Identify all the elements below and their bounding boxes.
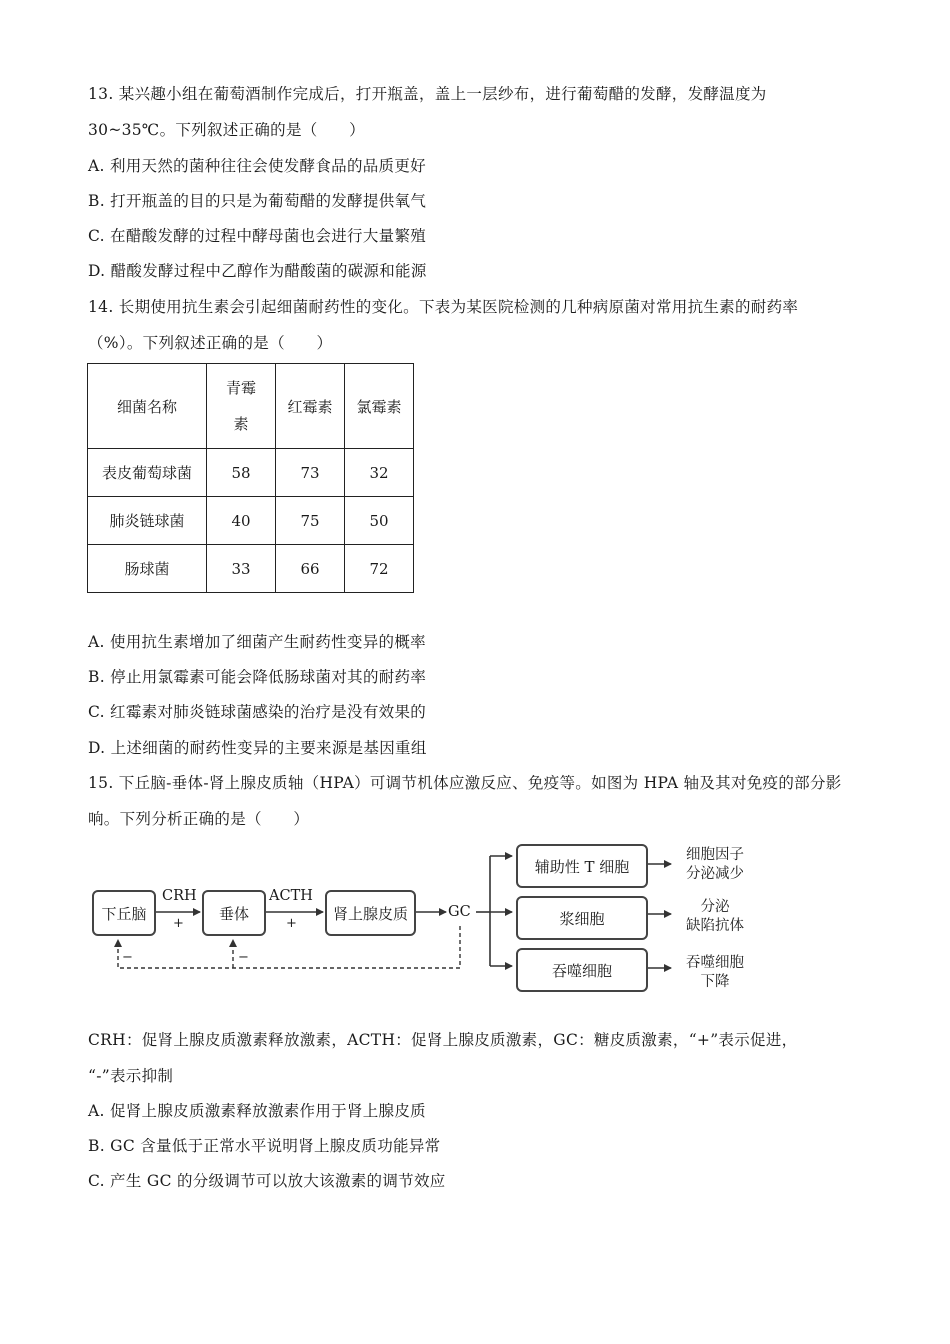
q14-option-d: D. 上述细菌的耐药性变异的主要来源是基因重组 [88, 739, 427, 757]
table-row [88, 497, 414, 545]
helper-t-cell-box: 辅助性 T 细胞 [516, 844, 648, 888]
q14-option-c: C. 红霉素对肺炎链球菌感染的治疗是没有效果的 [88, 703, 427, 721]
table-cell: 肠球菌 [88, 545, 207, 593]
outcome-phagocytosis-line1: 吞噬细胞 [686, 955, 744, 971]
q13-option-b: B. 打开瓶盖的目的只是为葡萄醋的发酵提供氧气 [88, 192, 427, 210]
header-bacteria-name: 细菌名称 [88, 364, 207, 449]
plasma-cell-box: 浆细胞 [516, 896, 648, 940]
q13-stem-line2: 30~35℃。下列叙述正确的是（ ） [88, 121, 365, 139]
table-header-row [88, 364, 414, 449]
label-acth-plus: + [286, 916, 297, 931]
header-erythromycin: 红霉素 [276, 364, 345, 449]
table-cell: 40 [207, 497, 276, 545]
label-feedback-minus-2: − [238, 950, 249, 965]
hypothalamus-box: 下丘脑 [92, 890, 156, 936]
q15-option-b: B. GC 含量低于正常水平说明肾上腺皮质功能异常 [88, 1137, 441, 1155]
table-cell: 32 [345, 449, 414, 497]
q13-stem-line1: 13. 某兴趣小组在葡萄酒制作完成后，打开瓶盖，盖上一层纱布，进行葡萄醋的发酵，发酵温度为 [88, 85, 767, 103]
q14-stem-line1: 14. 长期使用抗生素会引起细菌耐药性的变化。下表为某医院检测的几种病原菌对常用抗生素的耐药率 [88, 298, 799, 316]
header-penicillin-part1: 青霉 [225, 379, 256, 397]
label-gc: GC [448, 904, 471, 920]
table-cell: 表皮葡萄球菌 [88, 449, 207, 497]
pituitary-box: 垂体 [202, 890, 266, 936]
q13-option-c: C. 在醋酸发酵的过程中酵母菌也会进行大量繁殖 [88, 227, 427, 245]
table-cell: 58 [207, 449, 276, 497]
q14-option-a: A. 使用抗生素增加了细菌产生耐药性变异的概率 [88, 633, 426, 651]
hpa-arrows [88, 842, 768, 1002]
header-penicillin [207, 364, 276, 449]
q15-legend-line2: “-”表示抑制 [88, 1067, 174, 1085]
table-cell: 72 [345, 545, 414, 593]
outcome-cytokine-line2: 分泌减少 [686, 866, 744, 882]
q14-option-b: B. 停止用氯霉素可能会降低肠球菌对其的耐药率 [88, 668, 427, 686]
outcome-antibody [674, 898, 756, 936]
table-cell: 66 [276, 545, 345, 593]
outcome-antibody-line1: 分泌 [700, 899, 730, 915]
q15-stem-line1: 15. 下丘脑-垂体-肾上腺皮质轴（HPA）可调节机体应激反应、免疫等。如图为 HPA 轴及其对免疫的部分影 [88, 774, 842, 792]
label-acth: ACTH [269, 888, 313, 904]
q15-option-c: C. 产生 GC 的分级调节可以放大该激素的调节效应 [88, 1172, 446, 1190]
label-feedback-minus-1: − [122, 950, 133, 965]
q13-option-a: A. 利用天然的菌种往往会使发酵食品的品质更好 [88, 157, 426, 175]
header-penicillin-part2: 素 [233, 415, 249, 433]
table-cell: 73 [276, 449, 345, 497]
label-crh-plus: + [173, 916, 184, 931]
q15-legend-line1: CRH：促肾上腺皮质激素释放激素，ACTH：促肾上腺皮质激素，GC：糖皮质激素，“+”表示促进， [88, 1031, 798, 1049]
q13-option-d: D. 醋酸发酵过程中乙醇作为醋酸菌的碳源和能源 [88, 262, 427, 280]
header-chloramphenicol: 氯霉素 [345, 364, 414, 449]
table-cell: 肺炎链球菌 [88, 497, 207, 545]
table-cell: 33 [207, 545, 276, 593]
table-cell: 50 [345, 497, 414, 545]
table-row [88, 545, 414, 593]
table-cell: 75 [276, 497, 345, 545]
q14-stem-line2: （%）。下列叙述正确的是（ ） [88, 334, 333, 352]
outcome-phagocytosis-line2: 下降 [700, 974, 730, 990]
outcome-cytokine [674, 846, 756, 884]
label-crh: CRH [162, 888, 197, 904]
q15-option-a: A. 促肾上腺皮质激素释放激素作用于肾上腺皮质 [88, 1102, 426, 1120]
q15-stem-line2: 响。下列分析正确的是（ ） [88, 810, 310, 828]
resistance-table [87, 363, 414, 593]
outcome-cytokine-line1: 细胞因子 [686, 847, 744, 863]
phagocyte-box: 吞噬细胞 [516, 948, 648, 992]
outcome-phagocytosis [674, 954, 756, 992]
outcome-antibody-line2: 缺陷抗体 [686, 918, 744, 934]
adrenal-cortex-box: 肾上腺皮质 [325, 890, 416, 936]
table-row [88, 449, 414, 497]
